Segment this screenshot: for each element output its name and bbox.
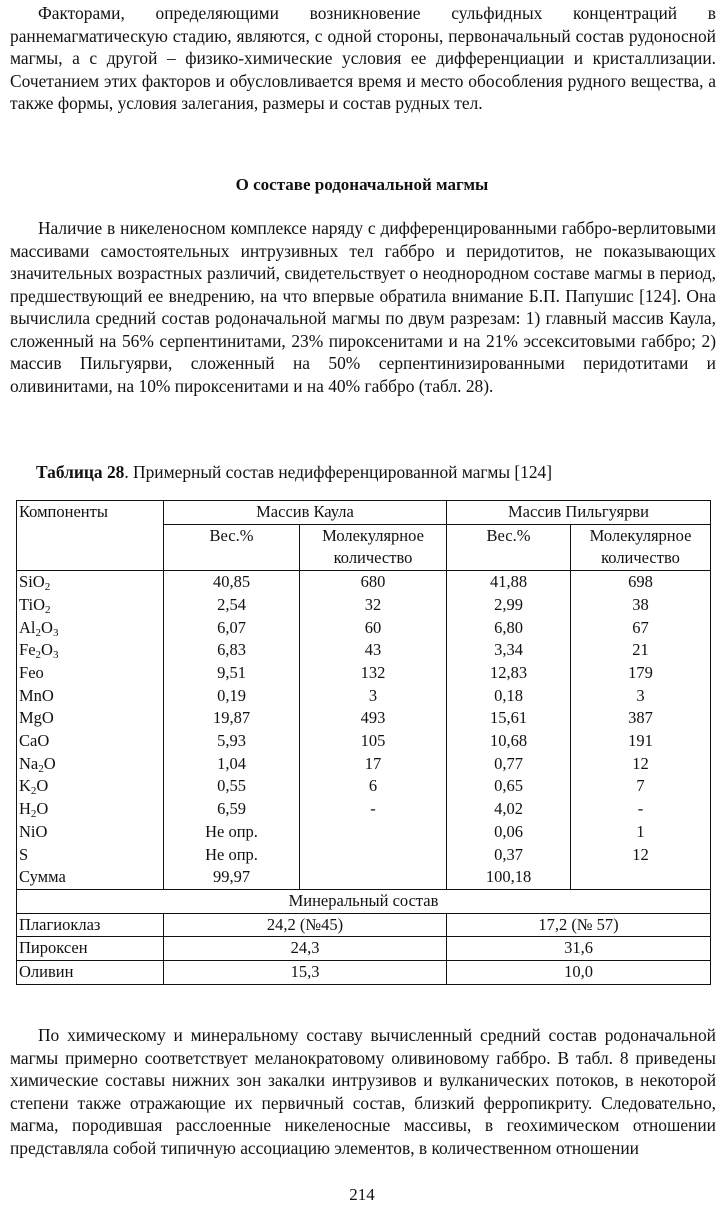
- table-row: [17, 662, 711, 685]
- cell-mol-kaula: 493: [300, 707, 447, 730]
- cell-mol-kaula: 105: [300, 730, 447, 753]
- cell-mol-kaula: 3: [300, 685, 447, 708]
- cell-mol-pilguyarvi: [571, 866, 711, 889]
- cell-wt-kaula: Не опр.: [164, 821, 300, 844]
- mineral-pilguyarvi: 10,0: [447, 961, 711, 985]
- mineral-heading-row: [17, 889, 711, 913]
- table-row: [17, 707, 711, 730]
- cell-component: $Na_2O$: [17, 753, 164, 776]
- table-row: [17, 775, 711, 798]
- cell-wt-pilguyarvi: 6,80: [447, 617, 571, 640]
- cell-wt-kaula: 6,59: [164, 798, 300, 821]
- table-row: [17, 571, 711, 594]
- cell-mol-kaula: [300, 866, 447, 889]
- mineral-name: Оливин: [17, 961, 164, 985]
- table-row: [17, 753, 711, 776]
- cell-component: Feo: [17, 662, 164, 685]
- cell-component: $Fe_2O_3$: [17, 639, 164, 662]
- mineral-kaula: 24,3: [164, 937, 447, 961]
- cell-mol-kaula: 6: [300, 775, 447, 798]
- cell-component: NiO: [17, 821, 164, 844]
- cell-mol-pilguyarvi: 67: [571, 617, 711, 640]
- cell-component: MnO: [17, 685, 164, 708]
- cell-mol-pilguyarvi: 387: [571, 707, 711, 730]
- cell-component: SiO$_2$: [17, 571, 164, 594]
- cell-wt-pilguyarvi: 2,99: [447, 594, 571, 617]
- cell-mol-pilguyarvi: 191: [571, 730, 711, 753]
- mineral-row: [17, 937, 711, 961]
- table-row: [17, 730, 711, 753]
- cell-wt-kaula: 5,93: [164, 730, 300, 753]
- mineral-row: [17, 961, 711, 985]
- header-wt-1: Вес.%: [164, 524, 300, 570]
- cell-mol-pilguyarvi: 12: [571, 753, 711, 776]
- cell-wt-kaula: 6,07: [164, 617, 300, 640]
- header-mol-2: Молекулярное количество: [571, 524, 711, 570]
- cell-mol-pilguyarvi: 3: [571, 685, 711, 708]
- cell-wt-kaula: 1,04: [164, 753, 300, 776]
- cell-mol-kaula: 43: [300, 639, 447, 662]
- cell-wt-pilguyarvi: 0,65: [447, 775, 571, 798]
- cell-mol-kaula: 60: [300, 617, 447, 640]
- cell-wt-pilguyarvi: 0,37: [447, 844, 571, 867]
- table-row: [17, 821, 711, 844]
- cell-mol-kaula: 17: [300, 753, 447, 776]
- cell-wt-pilguyarvi: 0,77: [447, 753, 571, 776]
- cell-wt-kaula: 6,83: [164, 639, 300, 662]
- composition-table: [16, 500, 711, 985]
- header-massif-pilguyarvi: Массив Пильгуярви: [447, 501, 711, 525]
- cell-wt-pilguyarvi: 41,88: [447, 571, 571, 594]
- cell-wt-kaula: 0,55: [164, 775, 300, 798]
- mineral-pilguyarvi: 31,6: [447, 937, 711, 961]
- cell-wt-kaula: 2,54: [164, 594, 300, 617]
- cell-mol-pilguyarvi: 1: [571, 821, 711, 844]
- table-row: [17, 617, 711, 640]
- cell-wt-kaula: 19,87: [164, 707, 300, 730]
- cell-wt-pilguyarvi: 10,68: [447, 730, 571, 753]
- table-header-row-1: [17, 501, 711, 525]
- header-components: Компоненты: [17, 501, 164, 571]
- mineral-heading: Минеральный состав: [17, 889, 711, 913]
- table-row: [17, 844, 711, 867]
- cell-mol-pilguyarvi: 38: [571, 594, 711, 617]
- cell-component: S: [17, 844, 164, 867]
- cell-mol-pilguyarvi: 179: [571, 662, 711, 685]
- cell-wt-kaula: 40,85: [164, 571, 300, 594]
- cell-wt-pilguyarvi: 100,18: [447, 866, 571, 889]
- cell-mol-kaula: 32: [300, 594, 447, 617]
- mineral-name: Плагиоклаз: [17, 913, 164, 937]
- cell-wt-pilguyarvi: 12,83: [447, 662, 571, 685]
- cell-component: MgO: [17, 707, 164, 730]
- paragraph-3: По химическому и минеральному составу вычисленный средний состав родоначальной магмы примерно соответствует меланократовому оливиновому габбро. В табл. 8 приведены химические составы нижних зон закалки интрузивов и вулканических потоков, в некоторой степени также отражающие их первичный состав, близкий ферропикриту. Следовательно, магма, породившая расслоенные никеленосные массивы, в геохимическом отношении представляла собой типичную ассоциацию элементов, в количественном отношении: [10, 1025, 716, 1158]
- cell-mol-pilguyarvi: 12: [571, 844, 711, 867]
- cell-component: TiO$_2$: [17, 594, 164, 617]
- table-row: [17, 639, 711, 662]
- paragraph-2: Наличие в никеленосном комплексе наряду с дифференцированными габбро-верлитовыми массивами самостоятельных интрузивных тел габбро и перидотитов, не показывающих значительных возрастных различий, свидетельствует о неоднородном составе магмы в период, предшествующий ее внедрению, на что впервые обратила внимание Б.П. Папушис [124]. Она вычислила средний состав родоначальной магмы по двум разрезам: 1) главный массив Каула, сложенный на 56% серпентинитами, 23% пироксенитами и на 21% эссекситовыми габбро; 2) массив Пильгуярви, сложенный на 50% серпентинизированными перидотитами и оливинитами, на 10% пироксенитами и на 40% габбро (табл. 28).: [10, 218, 716, 396]
- mineral-name: Пироксен: [17, 937, 164, 961]
- table-row: [17, 685, 711, 708]
- cell-mol-kaula: 132: [300, 662, 447, 685]
- cell-mol-pilguyarvi: -: [571, 798, 711, 821]
- table-row: [17, 798, 711, 821]
- cell-wt-pilguyarvi: 4,02: [447, 798, 571, 821]
- mineral-kaula: 15,3: [164, 961, 447, 985]
- cell-wt-pilguyarvi: 0,18: [447, 685, 571, 708]
- paragraph-1: Факторами, определяющими возникновение сульфидных концентраций в раннемагматическую стадию, являются, с одной стороны, первоначальный состав рудоносной магмы, а с другой – физико-химические условия ее дифференциации и кристаллизации. Сочетанием этих факторов и обусловливается время и место обособления рудного вещества, а также формы, условия залегания, размеры и состав рудных тел.: [10, 3, 716, 113]
- cell-wt-pilguyarvi: 15,61: [447, 707, 571, 730]
- cell-wt-kaula: 0,19: [164, 685, 300, 708]
- cell-component: $H_2O$: [17, 798, 164, 821]
- table-row: [17, 866, 711, 889]
- cell-mol-kaula: [300, 821, 447, 844]
- section-heading: О составе родоначальной магмы: [235, 175, 489, 194]
- mineral-kaula: 24,2 (№45): [164, 913, 447, 937]
- cell-mol-pilguyarvi: 698: [571, 571, 711, 594]
- page-number: 214: [349, 1185, 375, 1204]
- cell-mol-pilguyarvi: 21: [571, 639, 711, 662]
- cell-wt-pilguyarvi: 0,06: [447, 821, 571, 844]
- table-caption: [36, 462, 696, 483]
- cell-component: CaO: [17, 730, 164, 753]
- table-caption-text: . Примерный состав недифференцированной магмы [124]: [124, 462, 553, 482]
- cell-mol-kaula: [300, 844, 447, 867]
- table-row: [17, 594, 711, 617]
- header-wt-2: Вес.%: [447, 524, 571, 570]
- table-caption-label: Таблица 28: [36, 462, 125, 482]
- header-massif-kaula: Массив Каула: [164, 501, 447, 525]
- cell-component: $K_2O$: [17, 775, 164, 798]
- cell-mol-kaula: -: [300, 798, 447, 821]
- cell-mol-kaula: 680: [300, 571, 447, 594]
- mineral-pilguyarvi: 17,2 (№ 57): [447, 913, 711, 937]
- cell-component: $Al_2O_3$: [17, 617, 164, 640]
- cell-wt-pilguyarvi: 3,34: [447, 639, 571, 662]
- mineral-row: [17, 913, 711, 937]
- cell-wt-kaula: 99,97: [164, 866, 300, 889]
- header-mol-1: Молекулярное количество: [300, 524, 447, 570]
- cell-component: Сумма: [17, 866, 164, 889]
- cell-wt-kaula: Не опр.: [164, 844, 300, 867]
- cell-mol-pilguyarvi: 7: [571, 775, 711, 798]
- cell-wt-kaula: 9,51: [164, 662, 300, 685]
